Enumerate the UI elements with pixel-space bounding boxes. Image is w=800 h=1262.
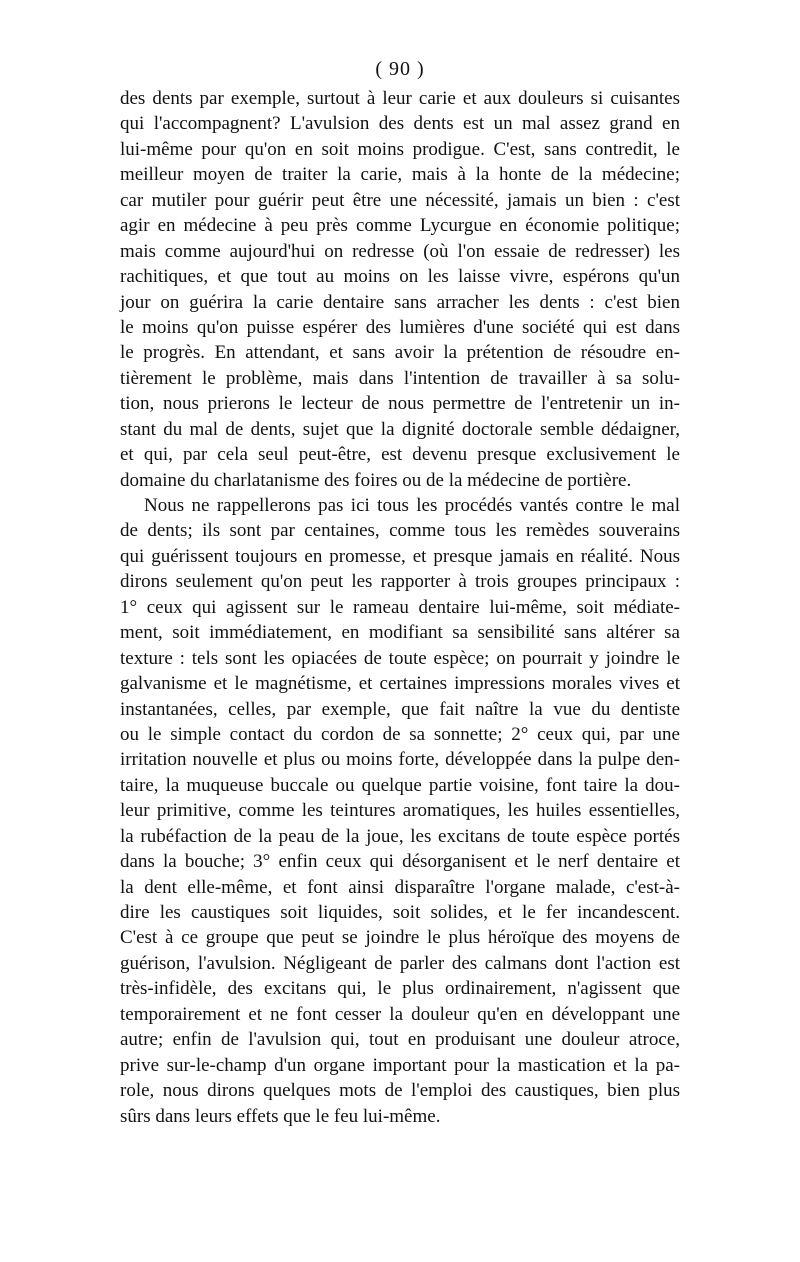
text-line: de dents; ils sont par centaines, comme tous les remèdes souverains (120, 520, 680, 542)
text-line: 1° ceux qui agissent sur le rameau dentaire lui-même, soit médiate- (120, 596, 680, 618)
text-line: le progrès. En attendant, et sans avoir la prétention de résoudre en- (120, 342, 680, 364)
text-line: autre; enfin de l'avulsion qui, tout en produisant une douleur atroce, (120, 1029, 680, 1051)
text-line: dans la bouche; 3° enfin ceux qui désorganisent et le nerf dentaire et (120, 851, 680, 873)
text-line: taire, la muqueuse buccale ou quelque partie voisine, font taire la dou- (120, 774, 680, 796)
text-line: ou le simple contact du cordon de sa sonnette; 2° ceux qui, par une (120, 723, 680, 745)
text-line: des dents par exemple, surtout à leur carie et aux douleurs si cuisantes (120, 88, 680, 109)
text-line: leur primitive, comme les teintures aromatiques, les huiles essentielles, (120, 800, 680, 822)
text-line: instantanées, celles, par exemple, que fait naître la vue du dentiste (120, 698, 680, 720)
text-line: mais comme aujourd'hui on redresse (où l'on essaie de redresser) les (120, 240, 680, 262)
text-line: irritation nouvelle et plus ou moins forte, développée dans la pulpe den- (120, 749, 680, 771)
text-line: temporairement et ne font cesser la douleur qu'en en développant une (120, 1003, 680, 1025)
page-number: ( 90 ) (375, 58, 425, 80)
text-line: tièrement le problème, mais dans l'intention de travailler à sa solu- (120, 367, 680, 389)
paragraph-2 (120, 493, 680, 1129)
text-line: car mutiler pour guérir peut être une nécessité, jamais un bien : c'est (120, 189, 680, 211)
text-line: dirons seulement qu'on peut les rapporter à trois groupes principaux : (120, 571, 680, 593)
text-line: meilleur moyen de traiter la carie, mais à la honte de la médecine; (120, 164, 680, 186)
text-line: texture : tels sont les opiacées de toute espèce; on pourrait y joindre le (120, 647, 680, 669)
text-line: ment, soit immédiatement, en modifiant sa sensibilité sans altérer sa (120, 622, 680, 644)
text-line: domaine du charlatanisme des foires ou de la médecine de portière. (120, 469, 632, 491)
text-line: stant du mal de dents, sujet que la dignité doctorale semble dédaigner, (120, 418, 680, 440)
text-line: Nous ne rappellerons pas ici tous les procédés vantés contre le mal (144, 495, 680, 516)
text-line: la rubéfaction de la peau de la joue, les excitans de toute espèce portés (120, 825, 680, 847)
text-line: qui guérissent toujours en promesse, et presque jamais en réalité. Nous (120, 545, 680, 567)
text-line: tion, nous prierons le lecteur de nous permettre de l'entretenir un in- (120, 393, 680, 415)
text-line: rachitiques, et que tout au moins on les laisse vivre, espérons qu'un (120, 266, 680, 288)
text-line: très-infidèle, des excitans qui, le plus ordinairement, n'agissent que (120, 978, 680, 1000)
text-line: C'est à ce groupe que peut se joindre le plus héroïque des moyens de (120, 927, 680, 949)
text-line: guérison, l'avulsion. Négligeant de parler des calmans dont l'action est (120, 952, 680, 974)
text-line: galvanisme et le magnétisme, et certaines impressions morales vives et (120, 673, 680, 695)
text-line: agir en médecine à peu près comme Lycurgue en économie politique; (120, 215, 680, 237)
text-line: dire les caustiques soit liquides, soit solides, et le fer incandescent. (120, 902, 680, 923)
text-line: le moins qu'on puisse espérer des lumières d'une société qui est dans (120, 316, 680, 338)
paragraph-1 (120, 86, 680, 493)
text-line: jour on guérira la carie dentaire sans arracher les dents : c'est bien (120, 291, 680, 313)
text-line: qui l'accompagnent? L'avulsion des dents est un mal assez grand en (120, 113, 680, 135)
text-line: role, nous dirons quelques mots de l'emploi des caustiques, bien plus (120, 1080, 680, 1102)
body-text (120, 86, 680, 1129)
text-line: et qui, par cela seul peut-être, est devenu presque exclusivement le (120, 444, 680, 466)
text-line: lui-même pour qu'on en soit moins prodigue. C'est, sans contredit, le (120, 138, 680, 160)
text-line: la dent elle-même, et font ainsi disparaître l'organe malade, c'est-à- (120, 876, 680, 898)
text-line: prive sur-le-champ d'un organe important pour la mastication et la pa- (120, 1054, 680, 1076)
text-line: sûrs dans leurs effets que le feu lui-même. (120, 1105, 441, 1127)
